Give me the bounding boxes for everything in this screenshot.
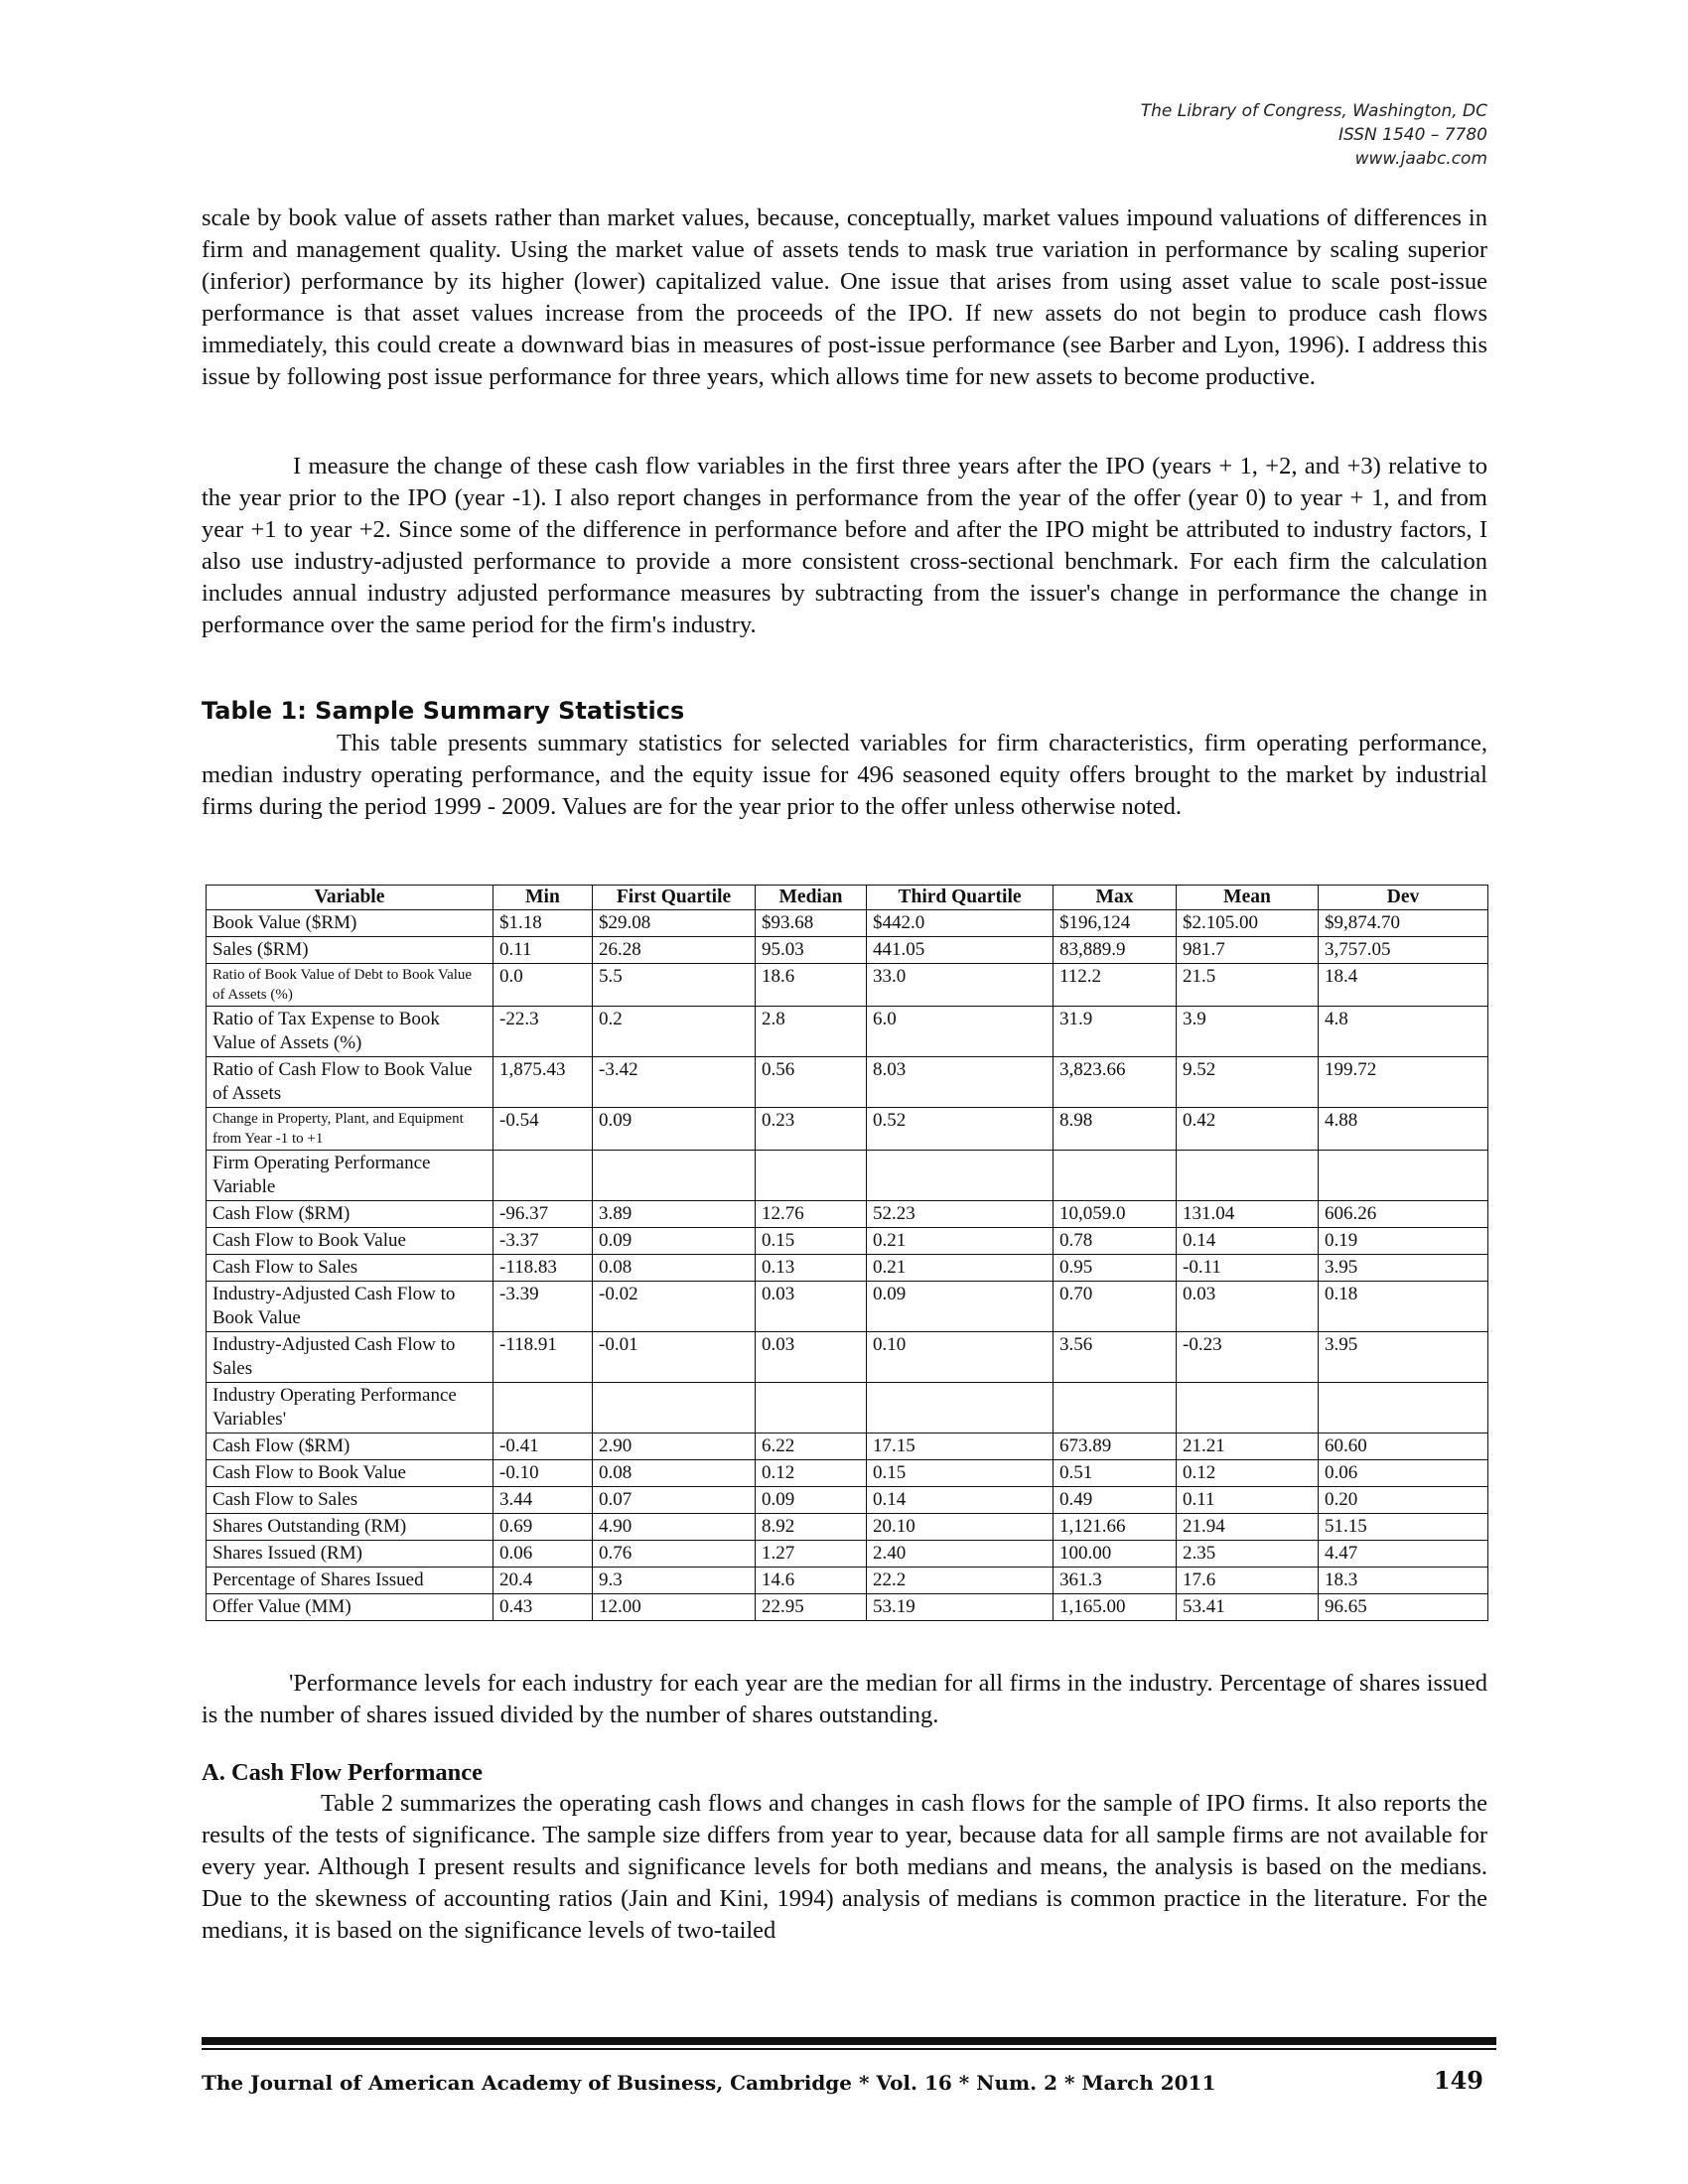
table-cell-value: 0.09	[867, 1282, 1054, 1332]
table-cell-value: 981.7	[1177, 937, 1319, 964]
table-cell-value: 0.09	[593, 1228, 756, 1255]
table-cell-value: 18.4	[1319, 964, 1488, 1007]
table-cell-value: 21.5	[1177, 964, 1319, 1007]
header-mean: Mean	[1177, 886, 1319, 910]
table-cell-value: 18.3	[1319, 1568, 1488, 1594]
table-cell-value: $29.08	[593, 910, 756, 937]
table-row	[207, 1594, 1488, 1621]
table-cell-value	[756, 1151, 867, 1201]
table-cell-variable: Change in Property, Plant, and Equipment from Year -1 to +1	[207, 1108, 493, 1151]
header-dev: Dev	[1319, 886, 1488, 910]
table-cell-value: 441.05	[867, 937, 1054, 964]
table-cell-value: 0.49	[1054, 1487, 1177, 1514]
table-cell-value: -0.01	[593, 1332, 756, 1383]
table-cell-variable: Industry-Adjusted Cash Flow to Book Value	[207, 1282, 493, 1332]
table-cell-value	[493, 1151, 593, 1201]
table-cell-value: 1.27	[756, 1541, 867, 1568]
table-cell-value: 53.19	[867, 1594, 1054, 1621]
table-title: Table 1: Sample Summary Statistics	[202, 697, 685, 725]
table-cell-value: $442.0	[867, 910, 1054, 937]
table-cell-value: 199.72	[1319, 1057, 1488, 1108]
table-cell-value: 0.42	[1177, 1108, 1319, 1151]
table-cell-value: 17.6	[1177, 1568, 1319, 1594]
table-cell-value: 0.14	[867, 1487, 1054, 1514]
table-cell-variable: Ratio of Book Value of Debt to Book Value of Assets (%)	[207, 964, 493, 1007]
table-cell-value: 0.09	[756, 1487, 867, 1514]
table-cell-value: 5.5	[593, 964, 756, 1007]
table-cell-value: 0.10	[867, 1332, 1054, 1383]
table-cell-value: -96.37	[493, 1201, 593, 1228]
table-cell-value: 0.23	[756, 1108, 867, 1151]
table-cell-value: 0.15	[867, 1460, 1054, 1487]
body-paragraph-5: Table 2 summarizes the operating cash flows and changes in cash flows for the sample of IPO firms. It also reports the results of the tests of significance. The sample size differs from year to year, because data for all sample firms are not available for every year. Although I present results and significance levels for both medians and means, the analysis is based on the medians. Due to the skewness of accounting ratios (Jain and Kini, 1994) analysis of medians is common practice in the literature. For the medians, it is based on the significance levels of two-tailed	[202, 1790, 1487, 1944]
table-cell-value: 8.98	[1054, 1108, 1177, 1151]
table-cell-value: 3.95	[1319, 1255, 1488, 1282]
table-cell-value: 20.10	[867, 1514, 1054, 1541]
table-cell-value	[867, 1151, 1054, 1201]
table-cell-value: -22.3	[493, 1007, 593, 1057]
table-cell-value: 0.03	[1177, 1282, 1319, 1332]
table-cell-value: 12.00	[593, 1594, 756, 1621]
table-cell-value: -3.37	[493, 1228, 593, 1255]
table-cell-value: 0.19	[1319, 1228, 1488, 1255]
table-cell-value: 3.56	[1054, 1332, 1177, 1383]
table-cell-variable: Cash Flow ($RM)	[207, 1433, 493, 1460]
table-cell-value: 0.09	[593, 1108, 756, 1151]
table-cell-value: 0.11	[493, 937, 593, 964]
body-paragraph-1: scale by book value of assets rather than market values, because, conceptually, market values impound valuations of differences in firm and management quality. Using the market value of assets tends to mask true variation in performance by scaling superior (inferior) performance by its higher (lower) capitalized value. One issue that arises from using asset value to scale post-issue performance is that asset values increase from the proceeds of the IPO. If new assets do not begin to produce cash flows immediately, this could create a downward bias in measures of post-issue performance (see Barber and Lyon, 1996). I address this issue by following post issue performance for three years, which allows time for new assets to become productive.	[202, 205, 1487, 390]
table-cell-value: 21.94	[1177, 1514, 1319, 1541]
header-third-quartile: Third Quartile	[867, 886, 1054, 910]
table-cell-value: 0.08	[593, 1460, 756, 1487]
table-cell-value: 4.88	[1319, 1108, 1488, 1151]
table-row	[207, 937, 1488, 964]
table-description: This table presents summary statistics for selected variables for firm characteristics, firm operating performance, median industry operating performance, and the equity issue for 496 seasoned equity offers brought to the market by industrial firms during the period 1999 - 2009. Values are for the year prior to the offer unless otherwise noted.	[202, 730, 1487, 820]
table-cell-value: 0.07	[593, 1487, 756, 1514]
table-row	[207, 1255, 1488, 1282]
table-cell-variable: Cash Flow ($RM)	[207, 1201, 493, 1228]
body-paragraph-2: I measure the change of these cash flow variables in the first three years after the IPO (years + 1, +2, and +3) relative to the year prior to the IPO (year -1). I also report changes in performance from the year of the offer (year 0) to year + 1, and from year +1 to year +2. Since some of the difference in performance before and after the IPO might be attributed to industry factors, I also use industry-adjusted performance to provide a more consistent cross-sectional benchmark. For each firm the calculation includes annual industry adjusted performance measures by subtracting from the issuer's change in performance the change in performance over the same period for the firm's industry.	[202, 453, 1487, 638]
table-cell-value: -0.41	[493, 1433, 593, 1460]
table-cell-value: 22.2	[867, 1568, 1054, 1594]
table-cell-value: -3.42	[593, 1057, 756, 1108]
table-cell-value: 96.65	[1319, 1594, 1488, 1621]
table-cell-value: 0.15	[756, 1228, 867, 1255]
table-cell-variable: Shares Issued (RM)	[207, 1541, 493, 1568]
table-cell-variable: Sales ($RM)	[207, 937, 493, 964]
table-cell-value	[493, 1383, 593, 1433]
table-cell-value: 1,121.66	[1054, 1514, 1177, 1541]
table-body	[207, 910, 1488, 1621]
table-cell-value: -118.83	[493, 1255, 593, 1282]
table-cell-value	[756, 1383, 867, 1433]
table-cell-value: $2.105.00	[1177, 910, 1319, 937]
table-cell-value: 6.22	[756, 1433, 867, 1460]
table-cell-value: 0.52	[867, 1108, 1054, 1151]
header-min: Min	[493, 886, 593, 910]
table-cell-value: 0.06	[1319, 1460, 1488, 1487]
table-cell-value: 51.15	[1319, 1514, 1488, 1541]
table-cell-value: 31.9	[1054, 1007, 1177, 1057]
table-cell-variable: Cash Flow to Sales	[207, 1255, 493, 1282]
table-row	[207, 1433, 1488, 1460]
table-cell-value: 22.95	[756, 1594, 867, 1621]
table-cell-value	[593, 1151, 756, 1201]
table-row	[207, 964, 1488, 1007]
table-cell-value: 0.56	[756, 1057, 867, 1108]
table-cell-variable: Offer Value (MM)	[207, 1594, 493, 1621]
table-cell-value: $1.18	[493, 910, 593, 937]
header-median: Median	[756, 886, 867, 910]
table-cell-variable: Percentage of Shares Issued	[207, 1568, 493, 1594]
table-cell-value: 17.15	[867, 1433, 1054, 1460]
table-cell-value: 20.4	[493, 1568, 593, 1594]
table-cell-value: 4.47	[1319, 1541, 1488, 1568]
table-cell-value: 9.3	[593, 1568, 756, 1594]
table-cell-value: 0.51	[1054, 1460, 1177, 1487]
table-row	[207, 1383, 1488, 1433]
running-header	[1141, 99, 1487, 171]
table-cell-value: 0.08	[593, 1255, 756, 1282]
table-cell-value: $93.68	[756, 910, 867, 937]
table-row	[207, 1201, 1488, 1228]
table-cell-value: 12.76	[756, 1201, 867, 1228]
table-cell-variable: Firm Operating Performance Variable	[207, 1151, 493, 1201]
table-cell-value: 0.21	[867, 1228, 1054, 1255]
table-cell-value: -0.11	[1177, 1255, 1319, 1282]
table-cell-value: 131.04	[1177, 1201, 1319, 1228]
table-cell-variable: Cash Flow to Sales	[207, 1487, 493, 1514]
table-cell-value: 0.12	[756, 1460, 867, 1487]
table-cell-value: $196,124	[1054, 910, 1177, 937]
table-footnote: 'Performance levels for each industry for each year are the median for all firms in the industry. Percentage of shares issued is the number of shares issued divided by the number of shares outstanding.	[202, 1670, 1487, 1728]
table-cell-value: 26.28	[593, 937, 756, 964]
table-cell-value: 4.90	[593, 1514, 756, 1541]
table-row	[207, 1108, 1488, 1151]
table-cell-value: 0.20	[1319, 1487, 1488, 1514]
header-variable: Variable	[207, 886, 493, 910]
table-cell-value	[1319, 1151, 1488, 1201]
table-cell-value: 2.40	[867, 1541, 1054, 1568]
table-cell-value: 0.11	[1177, 1487, 1319, 1514]
table-cell-value: 2.8	[756, 1007, 867, 1057]
table-cell-value: 112.2	[1054, 964, 1177, 1007]
table-cell-value	[1054, 1383, 1177, 1433]
table-row	[207, 910, 1488, 937]
table-cell-value: 1,875.43	[493, 1057, 593, 1108]
table-header-row	[207, 886, 1488, 910]
table-cell-variable: Shares Outstanding (RM)	[207, 1514, 493, 1541]
table-cell-value: 95.03	[756, 937, 867, 964]
table-row	[207, 1228, 1488, 1255]
table-cell-value: 4.8	[1319, 1007, 1488, 1057]
table-cell-value: 0.13	[756, 1255, 867, 1282]
table-cell-variable: Industry Operating Performance Variables'	[207, 1383, 493, 1433]
table-cell-value: 0.21	[867, 1255, 1054, 1282]
table-cell-value: 0.76	[593, 1541, 756, 1568]
table-cell-value: 8.03	[867, 1057, 1054, 1108]
table-row	[207, 1460, 1488, 1487]
table-cell-value: 361.3	[1054, 1568, 1177, 1594]
header-max: Max	[1054, 886, 1177, 910]
table-cell-variable: Cash Flow to Book Value	[207, 1460, 493, 1487]
table-cell-value: 6.0	[867, 1007, 1054, 1057]
table-cell-value: -0.10	[493, 1460, 593, 1487]
footer-rule-thick	[202, 2037, 1496, 2045]
table-cell-value	[1177, 1151, 1319, 1201]
table-cell-value: 3.9	[1177, 1007, 1319, 1057]
table-cell-value: -0.23	[1177, 1332, 1319, 1383]
table-cell-value: -118.91	[493, 1332, 593, 1383]
table-cell-value: $9,874.70	[1319, 910, 1488, 937]
table-cell-value: 60.60	[1319, 1433, 1488, 1460]
table-cell-value: 3.95	[1319, 1332, 1488, 1383]
table-row	[207, 1568, 1488, 1594]
table-cell-value	[867, 1383, 1054, 1433]
table-cell-value	[593, 1383, 756, 1433]
header-library: The Library of Congress, Washington, DC	[1140, 101, 1487, 121]
table-cell-value	[1177, 1383, 1319, 1433]
table-cell-value: 53.41	[1177, 1594, 1319, 1621]
table-cell-value: 606.26	[1319, 1201, 1488, 1228]
table-cell-variable: Ratio of Tax Expense to Book Value of Assets (%)	[207, 1007, 493, 1057]
table-cell-variable: Book Value ($RM)	[207, 910, 493, 937]
table-row	[207, 1541, 1488, 1568]
table-cell-variable: Cash Flow to Book Value	[207, 1228, 493, 1255]
table-cell-value: 0.03	[756, 1332, 867, 1383]
table-cell-value: 10,059.0	[1054, 1201, 1177, 1228]
section-heading: A. Cash Flow Performance	[202, 1759, 484, 1786]
table-cell-value: 0.18	[1319, 1282, 1488, 1332]
table-cell-variable: Industry-Adjusted Cash Flow to Sales	[207, 1332, 493, 1383]
table-cell-value: 2.35	[1177, 1541, 1319, 1568]
table-cell-value: 0.12	[1177, 1460, 1319, 1487]
table-cell-value: 0.43	[493, 1594, 593, 1621]
table-cell-value: 3,823.66	[1054, 1057, 1177, 1108]
table-cell-value: 0.03	[756, 1282, 867, 1332]
table-cell-value: 0.14	[1177, 1228, 1319, 1255]
table-row	[207, 1057, 1488, 1108]
footer-journal-citation: The Journal of American Academy of Business, Cambridge * Vol. 16 * Num. 2 * March 2011	[202, 2071, 1216, 2095]
table-cell-value: 8.92	[756, 1514, 867, 1541]
table-cell-value: -3.39	[493, 1282, 593, 1332]
table-row	[207, 1487, 1488, 1514]
table-cell-value: 2.90	[593, 1433, 756, 1460]
table-cell-value: 0.95	[1054, 1255, 1177, 1282]
table-row	[207, 1007, 1488, 1057]
header-first-quartile: First Quartile	[593, 886, 756, 910]
table-cell-value: 0.0	[493, 964, 593, 1007]
header-website: www.jaabc.com	[1354, 149, 1487, 169]
summary-statistics-table	[206, 885, 1488, 1621]
page-number: 149	[1433, 2066, 1483, 2095]
table-cell-value: 9.52	[1177, 1057, 1319, 1108]
footer-rule-thin	[202, 2048, 1496, 2050]
table-cell-value: 21.21	[1177, 1433, 1319, 1460]
table-cell-value: 0.78	[1054, 1228, 1177, 1255]
table-cell-value: 0.06	[493, 1541, 593, 1568]
table-cell-value: -0.02	[593, 1282, 756, 1332]
header-issn: ISSN 1540 – 7780	[1338, 125, 1487, 145]
table-cell-value: 0.69	[493, 1514, 593, 1541]
table-row	[207, 1282, 1488, 1332]
table-cell-value: 0.70	[1054, 1282, 1177, 1332]
table-cell-value: 0.2	[593, 1007, 756, 1057]
table-cell-value: 100.00	[1054, 1541, 1177, 1568]
table-cell-value: 52.23	[867, 1201, 1054, 1228]
table-row	[207, 1514, 1488, 1541]
table-cell-value: 83,889.9	[1054, 937, 1177, 964]
table-cell-value: -0.54	[493, 1108, 593, 1151]
table-row	[207, 1332, 1488, 1383]
table-cell-value	[1319, 1383, 1488, 1433]
table-cell-value: 1,165.00	[1054, 1594, 1177, 1621]
table-cell-value: 673.89	[1054, 1433, 1177, 1460]
table-cell-value: 14.6	[756, 1568, 867, 1594]
table-cell-value: 3,757.05	[1319, 937, 1488, 964]
table-cell-value	[1054, 1151, 1177, 1201]
table-cell-value: 33.0	[867, 964, 1054, 1007]
table-cell-value: 3.44	[493, 1487, 593, 1514]
table-row	[207, 1151, 1488, 1201]
table-cell-value: 18.6	[756, 964, 867, 1007]
table-cell-variable: Ratio of Cash Flow to Book Value of Assets	[207, 1057, 493, 1108]
table-cell-value: 3.89	[593, 1201, 756, 1228]
